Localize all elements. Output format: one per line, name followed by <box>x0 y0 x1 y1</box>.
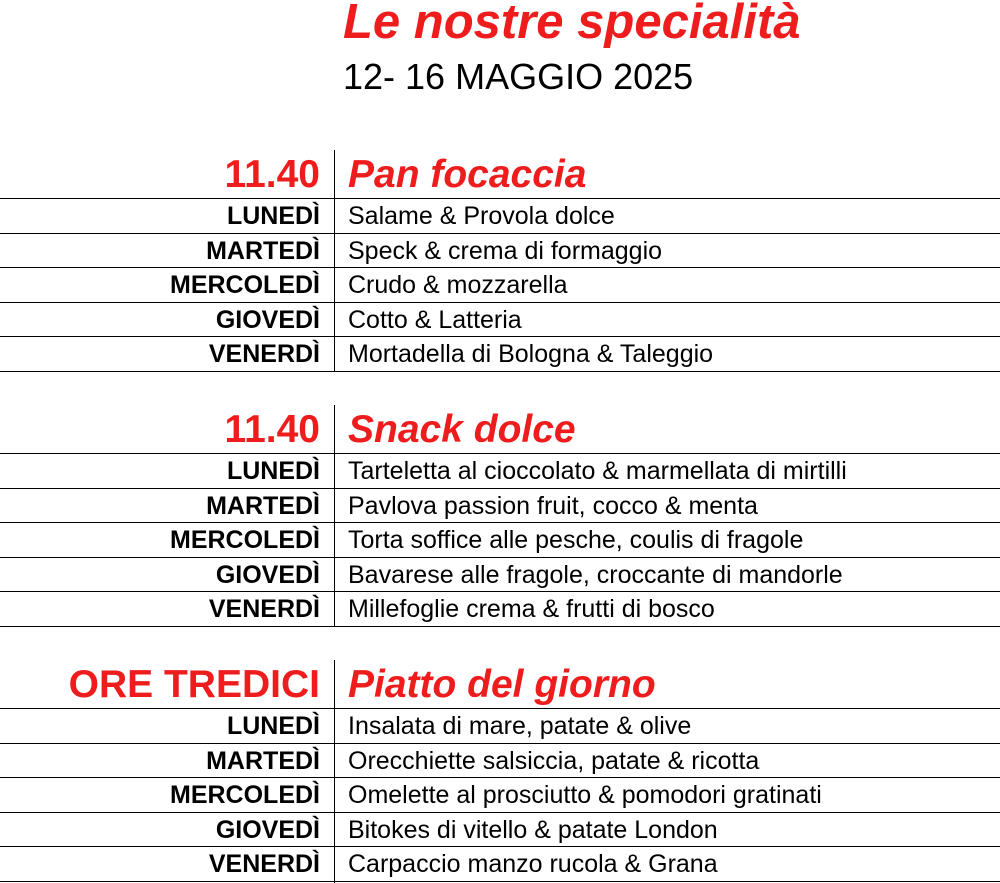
day-label: VENERDÌ <box>208 340 320 368</box>
menu-row <box>0 489 1000 524</box>
section-title: Piatto del giorno <box>348 663 656 706</box>
date-range: 12- 16 MAGGIO 2025 <box>343 56 694 97</box>
day-label: MARTEDÌ <box>206 491 320 520</box>
menu-row <box>0 268 1000 303</box>
dish-name: Torta soffice alle pesche, coulis di fragole <box>348 526 804 554</box>
section-time: 11.40 <box>224 408 320 451</box>
day-label: GIOVEDÌ <box>215 815 320 844</box>
menu-row <box>0 234 1000 269</box>
dish-name: Cotto & Latteria <box>348 305 522 334</box>
dish-name: Insalata di mare, patate & olive <box>348 712 692 740</box>
day-label: MERCOLEDÌ <box>170 271 320 299</box>
menu-row <box>0 813 1000 848</box>
section-header <box>0 405 1000 454</box>
dish-name: Bitokes di vitello & patate London <box>348 815 718 844</box>
dish-name: Speck & crema di formaggio <box>348 236 663 265</box>
day-label: MERCOLEDÌ <box>170 781 320 809</box>
menu-row <box>0 778 1000 813</box>
section-header <box>0 150 1000 199</box>
menu-row <box>0 709 1000 744</box>
day-label: LUNEDÌ <box>226 457 320 485</box>
menu-row <box>0 847 1000 882</box>
dish-name: Carpaccio manzo rucola & Grana <box>348 850 718 878</box>
section-title: Snack dolce <box>348 408 576 451</box>
day-label: MERCOLEDÌ <box>170 526 320 554</box>
day-label: LUNEDÌ <box>226 202 320 230</box>
menu-section-piatto-del-giorno <box>0 660 1000 882</box>
page-title: Le nostre specialità <box>343 0 801 49</box>
day-label: GIOVEDÌ <box>215 560 320 589</box>
menu-row <box>0 592 1000 627</box>
section-title: Pan focaccia <box>348 153 587 196</box>
menu-row <box>0 199 1000 234</box>
day-label: MARTEDÌ <box>206 236 320 265</box>
day-label: VENERDÌ <box>208 595 320 623</box>
dish-name: Mortadella di Bologna & Taleggio <box>348 340 714 368</box>
section-time: 11.40 <box>224 153 320 196</box>
menu-row <box>0 303 1000 338</box>
dish-name: Orecchiette salsiccia, patate & ricotta <box>348 746 760 775</box>
day-label: VENERDÌ <box>208 850 320 878</box>
menu-row <box>0 337 1000 372</box>
dish-name: Tarteletta al cioccolato & marmellata di mirtilli <box>348 457 847 485</box>
dish-name: Omelette al prosciutto & pomodori gratinati <box>348 781 822 809</box>
dish-name: Salame & Provola dolce <box>348 202 615 230</box>
dish-name: Crudo & mozzarella <box>348 271 568 299</box>
day-label: MARTEDÌ <box>206 746 320 775</box>
menu-row <box>0 744 1000 779</box>
dish-name: Bavarese alle fragole, croccante di mandorle <box>348 560 843 589</box>
dish-name: Pavlova passion fruit, cocco & menta <box>348 491 758 520</box>
menu-row <box>0 454 1000 489</box>
dish-name: Millefoglie crema & frutti di bosco <box>348 595 715 623</box>
menu-row <box>0 558 1000 593</box>
menu-row <box>0 523 1000 558</box>
day-label: LUNEDÌ <box>226 712 320 740</box>
menu-section-pan-focaccia <box>0 150 1000 372</box>
section-time: ORE TREDICI <box>68 663 320 706</box>
section-header <box>0 660 1000 709</box>
day-label: GIOVEDÌ <box>215 305 320 334</box>
menu-section-snack-dolce <box>0 405 1000 627</box>
